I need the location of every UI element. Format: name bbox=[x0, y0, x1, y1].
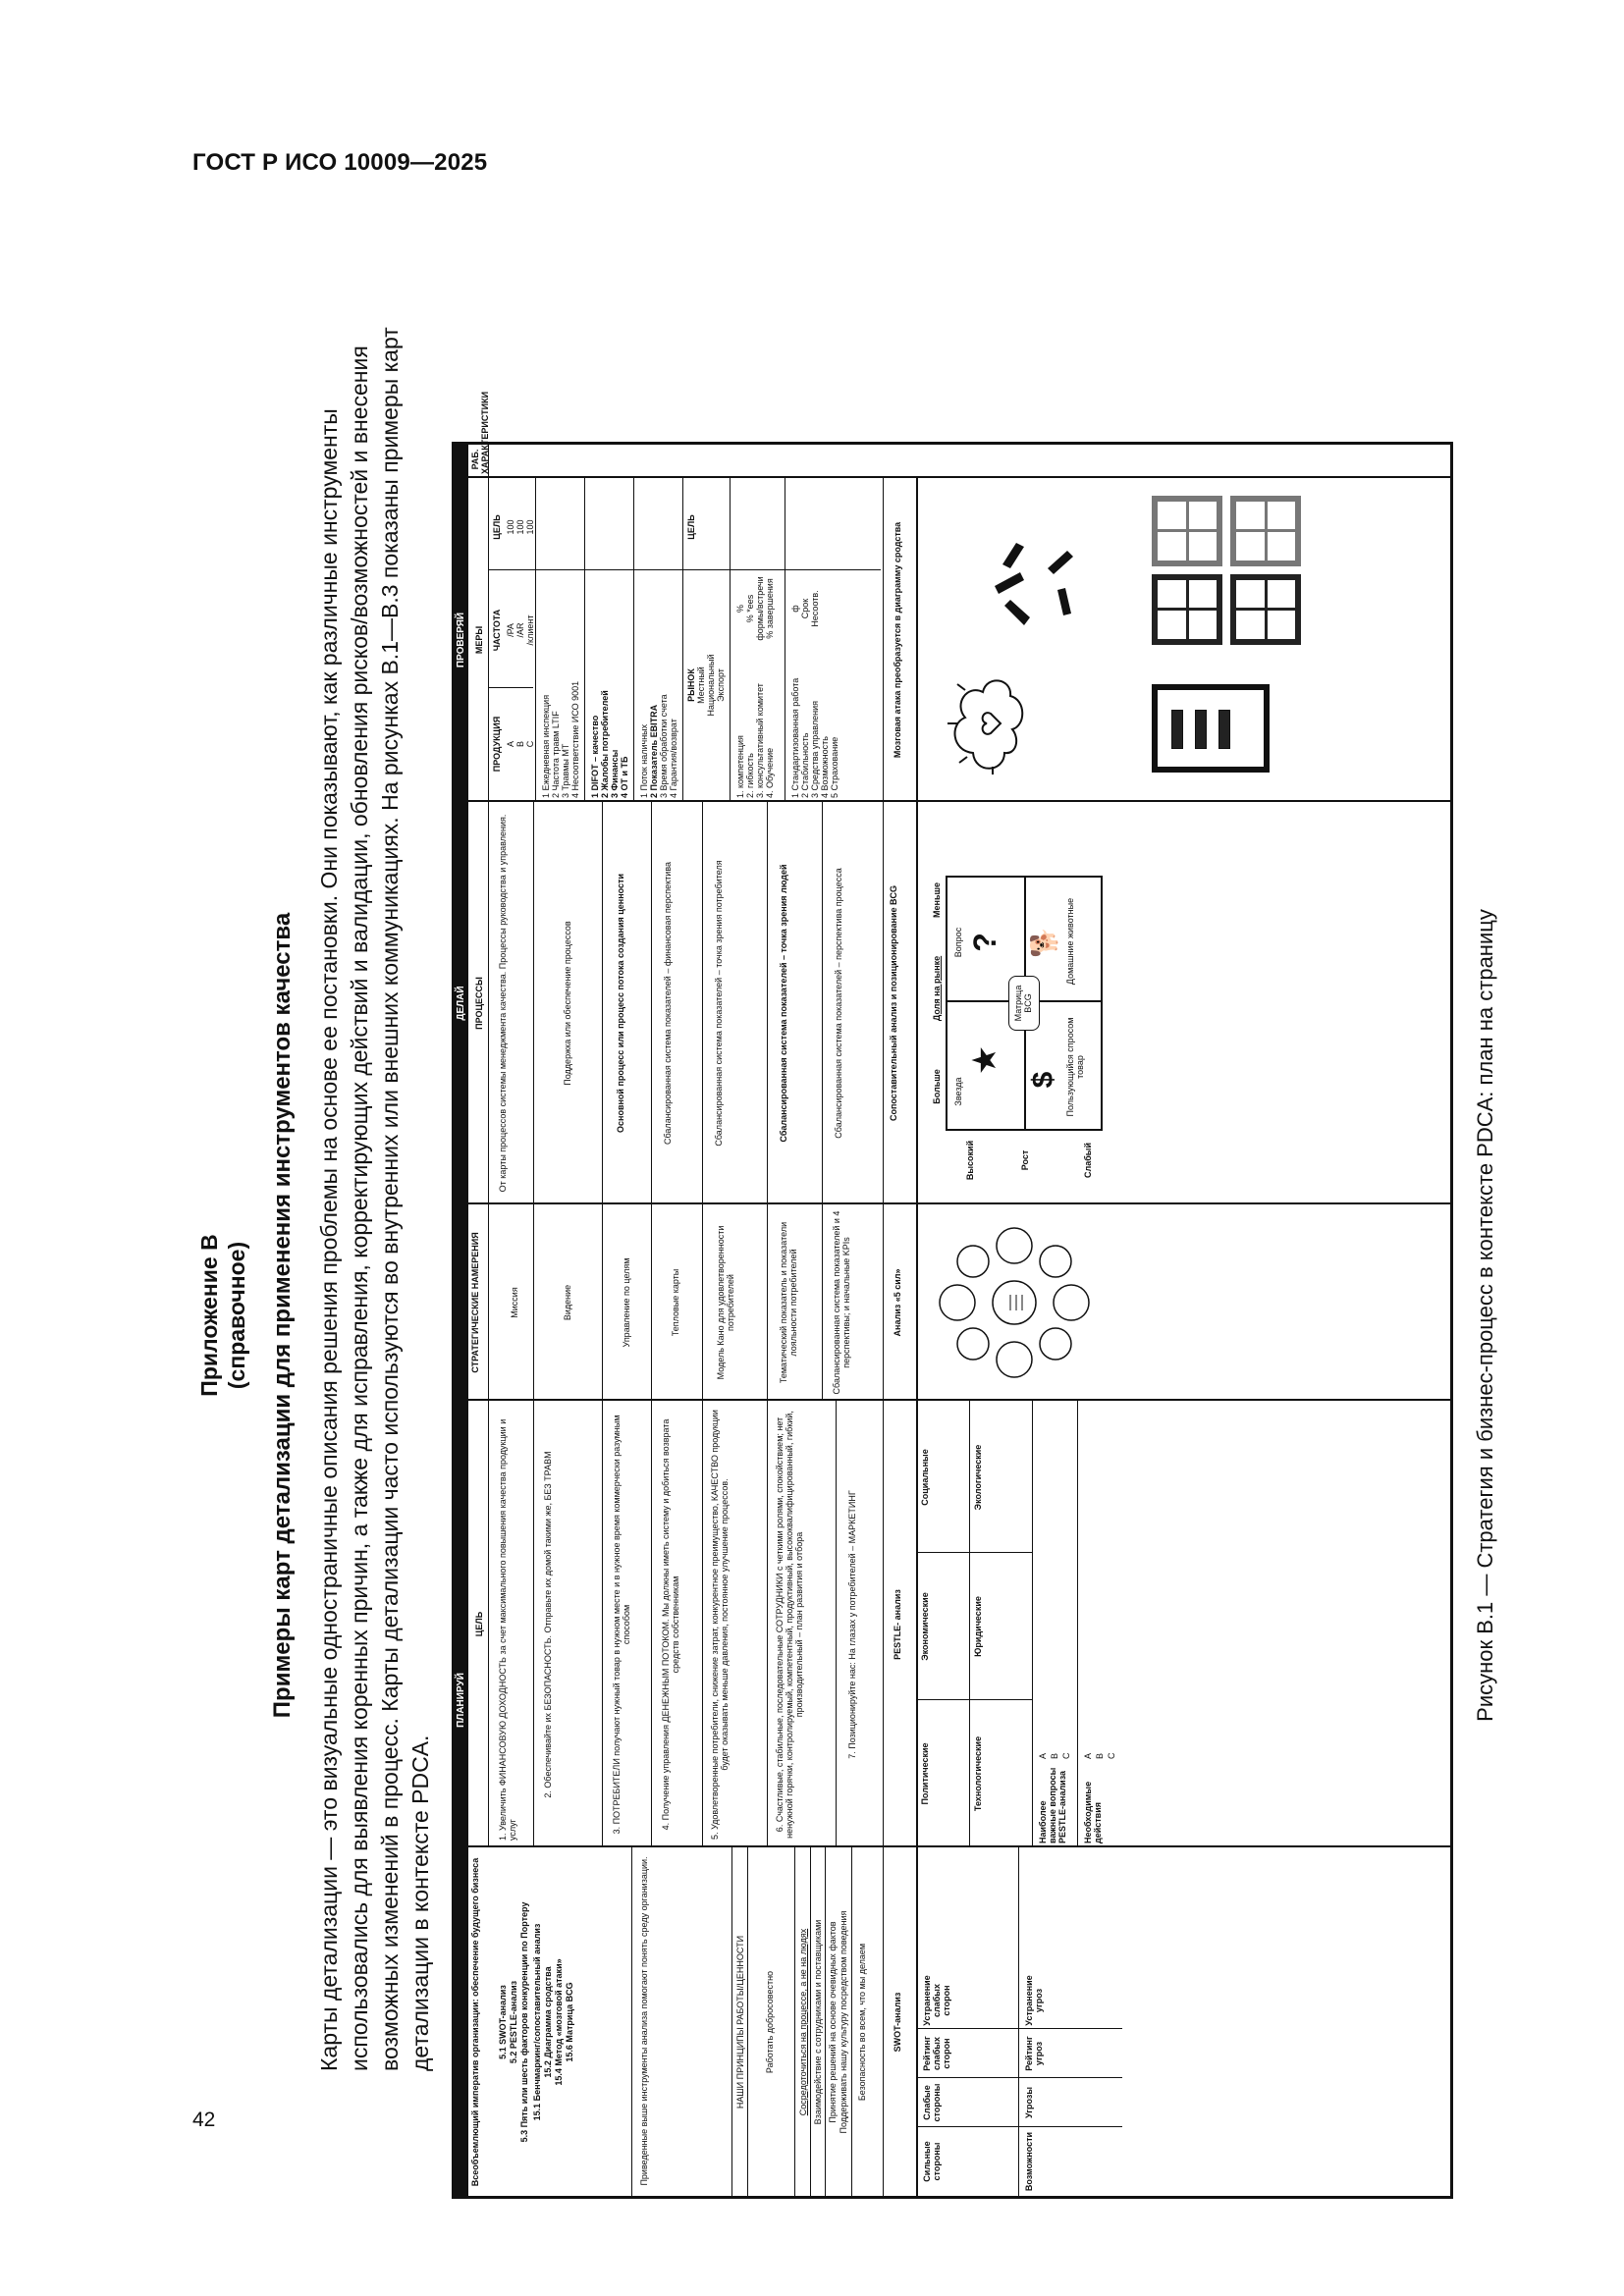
bcg-star-label: Звезда bbox=[953, 1077, 963, 1106]
section-check: ПРОВЕРЯЙ bbox=[455, 478, 468, 802]
bcg-center: Матрица BCG bbox=[1008, 976, 1040, 1031]
swot-opportunities: Возможности bbox=[1024, 2131, 1034, 2192]
appendix-note: (справочное) bbox=[224, 1241, 249, 1390]
measures-head-frequency: ЧАСТОТА bbox=[492, 609, 502, 652]
strategic-intent-title: СТРАТЕГИЧЕСКИЕ НАМЕРЕНИЯ bbox=[470, 1232, 480, 1373]
intent-heat-maps: Тепловые карты bbox=[671, 1268, 680, 1337]
intent-kano: Модель Кано для удовлетворенности потребителей bbox=[716, 1225, 735, 1380]
bcg-low: Слабый bbox=[1083, 1143, 1093, 1178]
measures-title: МЕРЫ bbox=[474, 625, 484, 655]
bcg-cash-cow-label: Пользующийся спросом товар bbox=[1065, 1017, 1085, 1117]
team-grid-icon-4 bbox=[1230, 496, 1301, 566]
tool-5-3: 5.3 Пять или шесть факторов конкуренции по Портеру bbox=[519, 1901, 529, 2143]
section-do: ДЕЛАЙ bbox=[455, 802, 468, 1204]
act-title: РАБ. ХАРАКТЕРИСТИКИ bbox=[470, 391, 490, 474]
principle-3: Взаимодействие с сотрудниками и поставщиками bbox=[813, 1919, 823, 2125]
tool-15-2: 15.2 Диаграмма сродства bbox=[543, 1966, 553, 2078]
product-a: A bbox=[506, 741, 515, 748]
rotated-page-content bbox=[196, 196, 1497, 2199]
tool-15-4: 15.4 Метод «мозговой атаки» bbox=[554, 1958, 564, 2086]
measure-group-process: 1 Стандартизованная работа 2 Стабильность 3 Средства управления 4 Возможность 5 Страхование bbox=[790, 677, 839, 798]
pestle-actions: Необходимые действия bbox=[1083, 1781, 1103, 1843]
swot-strengths: Сильные стороны bbox=[922, 2141, 942, 2182]
swot-threat-rating: Рейтинг угроз bbox=[1024, 2036, 1044, 2071]
bcg-less: Меньше bbox=[932, 882, 942, 918]
intent-mission: Миссия bbox=[510, 1287, 519, 1318]
intent-bsc: Сбалансированная система показателей и 4 перспективы; и начальные KPIs bbox=[832, 1210, 851, 1395]
people-units: % % *ees формы/встречи % завершения bbox=[735, 576, 775, 641]
pestle-social: Социальные bbox=[920, 1449, 930, 1506]
process-5: Сбалансированная система показателей – точка зрения потребителя bbox=[714, 860, 724, 1147]
product-b-target: 100 bbox=[515, 519, 525, 535]
action-c: C bbox=[1107, 1752, 1116, 1759]
section-title: Примеры карт детализации для применения инструментов качества bbox=[269, 912, 296, 1719]
tool-5-1: 5.1 SWOT-анализ bbox=[498, 1985, 508, 2059]
figure-plan-on-a-page bbox=[452, 391, 1453, 2199]
pestle-economic: Экономические bbox=[920, 1592, 930, 1661]
tools-note: Приведенные выше инструменты анализа помогают понять среду организации. bbox=[639, 1856, 649, 2186]
issue-b: B bbox=[1050, 1752, 1059, 1759]
goal-7: 7. Позиционируйте нас: На глазах у потребителей – МАРКЕТИНГ bbox=[847, 1490, 857, 1759]
pestle-grid bbox=[916, 1401, 1122, 1847]
measures-head-product: ПРОДУКЦИЯ bbox=[492, 716, 502, 773]
measure-group-1: 1 Ежедневная инспекция 2 Частота травм LTIF 3 Травмы MT 4 Несоответствие ИСО 9001 bbox=[541, 680, 580, 798]
goal-4: 4. Получение управления ДЕНЕЖНЫМ ПОТОКОМ. Мы должны иметь систему и добиться возврата средств собственникам bbox=[661, 1418, 680, 1831]
tool-15-6: 15.6 Матрица BCG bbox=[565, 1982, 574, 2062]
measures-head-target: ЦЕЛЬ bbox=[492, 514, 502, 540]
team-grid-icon-3 bbox=[1230, 574, 1301, 645]
goals-title: ЦЕЛЬ bbox=[474, 1611, 484, 1637]
swot-label: SWOT-анализ bbox=[893, 1992, 902, 2053]
dog-icon: 🐕 bbox=[1029, 926, 1058, 959]
pestle-political: Политические bbox=[920, 1742, 930, 1805]
action-b: B bbox=[1095, 1752, 1105, 1759]
market-target-head: ЦЕЛЬ bbox=[686, 514, 696, 540]
five-forces-label: Анализ «5 сил» bbox=[893, 1268, 902, 1337]
measure-group-3: 1 Поток наличных 2 Показатель EBITRA 3 Время обработки счета 4 Гарантия/возврат bbox=[639, 694, 678, 798]
principle-1: Работать добросовестно bbox=[765, 1970, 775, 2074]
bcg-question-label: Вопрос bbox=[953, 927, 963, 958]
team-grid-icon-1 bbox=[1152, 574, 1222, 645]
process-4: Сбалансированная система показателей – финансовая перспектива bbox=[663, 861, 673, 1146]
measure-group-market: РЫНОК Местный Национальный Экспорт bbox=[686, 654, 726, 717]
measure-group-2: 1 DIFOT – качество 2 Жалобы потребителей 3 Финансы 4 ОТ и ТБ bbox=[590, 690, 629, 798]
bcg-analysis-label: Сопоставительный анализ и позиционирование BCG bbox=[889, 884, 898, 1122]
swot-weakness-removal: Устранение слабых сторон bbox=[922, 1975, 951, 2026]
act-icons-area bbox=[1132, 488, 1436, 782]
tool-5-2: 5.2 PESTLE-анализ bbox=[509, 1980, 518, 2064]
pestle-environmental: Экологические bbox=[973, 1444, 983, 1511]
process-6: Сбалансированная система показателей – точка зрения людей bbox=[779, 864, 788, 1143]
process-3: Основной процесс или процесс потока создания ценности bbox=[616, 874, 625, 1133]
issue-a: A bbox=[1038, 1752, 1048, 1759]
process-units: ф Срок Несоотв. bbox=[790, 590, 820, 627]
product-c-freq: /клиент bbox=[525, 614, 535, 646]
swot-grid bbox=[916, 1847, 1122, 2196]
pestle-label: PESTLE- анализ bbox=[893, 1589, 902, 1660]
brainstorm-note: Мозговая атака преобразуется в диаграмму сродства bbox=[893, 521, 902, 759]
imperative-title: Всеобъемлющий императив организации: обеспечение будущего бизнеса bbox=[470, 1857, 480, 2187]
star-icon: ★ bbox=[966, 1044, 1003, 1076]
principle-5: Поддерживать нашу культуру посредством поведения bbox=[839, 1910, 848, 2134]
pestle-technological: Технологические bbox=[973, 1735, 983, 1812]
team-grid-icon-2 bbox=[1152, 496, 1222, 566]
product-c: C bbox=[525, 740, 535, 748]
principle-2: Сосредоточиться на процессе, а не на людях bbox=[798, 1928, 808, 2116]
document-header: ГОСТ Р ИСО 10009—2025 bbox=[192, 149, 488, 176]
question-mark-icon: ? bbox=[967, 933, 1002, 952]
appendix-title: Приложение В bbox=[196, 1234, 222, 1397]
product-b-freq: /AR bbox=[515, 622, 525, 638]
goal-2: 2. Обеспечивайте их БЕЗОПАСНОСТЬ. Отправьте их домой такими же, БЕЗ ТРАВМ bbox=[543, 1451, 553, 1798]
product-a-target: 100 bbox=[506, 519, 515, 535]
processes-title: ПРОЦЕССЫ bbox=[474, 977, 484, 1030]
goal-6: 6. Счастливые, стабильные, последовательные СОТРУДНИКИ с четкими ролями, спокойствием; нет ненужной горячки, контролируемый, компетентный, продуктивный, высококвалифицированный, гибкий, производительный – план развития и отбора bbox=[775, 1411, 804, 1839]
principle-4: Принятие решений на основе очевидных фактов bbox=[828, 1921, 838, 2123]
process-2: Поддержка или обеспечение процессов bbox=[563, 921, 572, 1086]
principles-title: НАШИ ПРИНЦИПЫ РАБОТЫ/ЦЕННОСТИ bbox=[735, 1935, 745, 2109]
bcg-dog-label: Домашние животные bbox=[1065, 897, 1075, 986]
page-number: 42 bbox=[192, 2109, 216, 2131]
bcg-bigger: Больше bbox=[932, 1069, 942, 1104]
product-c-target: 100 bbox=[525, 519, 535, 535]
action-a: A bbox=[1083, 1752, 1093, 1759]
section-plan: ПЛАНИРУЙ bbox=[455, 1204, 468, 2196]
section-act bbox=[455, 445, 468, 478]
measure-group-people: 1. компетенция 2. гибкость 3. консультативный комитет 4. Обучение bbox=[735, 683, 775, 798]
product-b: B bbox=[515, 741, 525, 748]
brainstorm-icon bbox=[936, 498, 1103, 782]
intent-loyalty: Тематический показатель и показатели лояльности потребителей bbox=[779, 1221, 798, 1384]
bcg-market-share: Доля на рынке bbox=[932, 955, 942, 1022]
swot-threats: Угрозы bbox=[1024, 2086, 1034, 2119]
process-7: Сбалансированная система показателей – перспектива процесса bbox=[834, 868, 843, 1139]
bcg-high: Высокий bbox=[965, 1140, 975, 1181]
goal-3: 3. ПОТРЕБИТЕЛИ получают нужный товар в нужном месте и в нужное время коммерчески разумным способом bbox=[612, 1415, 631, 1835]
goal-5: 5. Удовлетворенные потребители, снижение затрат, конкурентное преимущество, КАЧЕСТВО продукции будет оказывать меньше давления, постоянное улучшение процессов. bbox=[710, 1410, 730, 1840]
dollar-icon: $ bbox=[1027, 1071, 1059, 1089]
intro-paragraph: Карты детализации — это визуальные одностраничные описания решения проблемы на основе ее постановки. Они показывают, как различные инструменты использовались для выявления коренных причин, а также для исправления, корректирующих действий и валидации, обновления рисков/возможностей и внесения возможных изменений в процесс. Карты детализации часто используются во внутренних или внешних коммуникациях. На рисунках В.1—В.3 показаны примеры карт детализации в контексте PDCA. bbox=[316, 327, 433, 2071]
swot-threat-removal: Устранение угроз bbox=[1024, 1975, 1044, 2026]
issue-c: C bbox=[1061, 1752, 1071, 1759]
goal-1: 1. Увеличить ФИНАНСОВУЮ ДОХОДНОСТЬ за счет максимального повышения качества продукции и услуг bbox=[498, 1418, 517, 1841]
intent-mbo: Управление по целям bbox=[622, 1257, 631, 1348]
swot-weakness-rating: Рейтинг слабых сторон bbox=[922, 2036, 951, 2071]
pestle-legal: Юридические bbox=[973, 1596, 983, 1657]
swot-weaknesses: Слабые стороны bbox=[922, 2083, 942, 2122]
five-forces-diagram bbox=[936, 1224, 1093, 1381]
product-a-freq: /PA bbox=[506, 623, 515, 637]
kanban-board-icon bbox=[1152, 684, 1270, 773]
bcg-matrix bbox=[946, 876, 1103, 1131]
pestle-key-issues: Наиболее важные вопросы PESTLE-анализа bbox=[1038, 1767, 1067, 1843]
process-1: От карты процессов системы менеджмента качества. Процессы руководства и управления. bbox=[498, 814, 508, 1193]
intent-vision: Видение bbox=[563, 1284, 572, 1321]
principle-6: Безопасность во всем, что мы делаем bbox=[857, 1943, 867, 2102]
bcg-growth: Рост bbox=[1020, 1149, 1030, 1171]
tool-15-1: 15.1 Бенчмаркинг/сопоставительный анализ bbox=[532, 1923, 542, 2121]
figure-caption: Рисунок В.1 — Стратегия и бизнес-процесс в контексте PDCA: план на страницу bbox=[1473, 909, 1497, 1722]
